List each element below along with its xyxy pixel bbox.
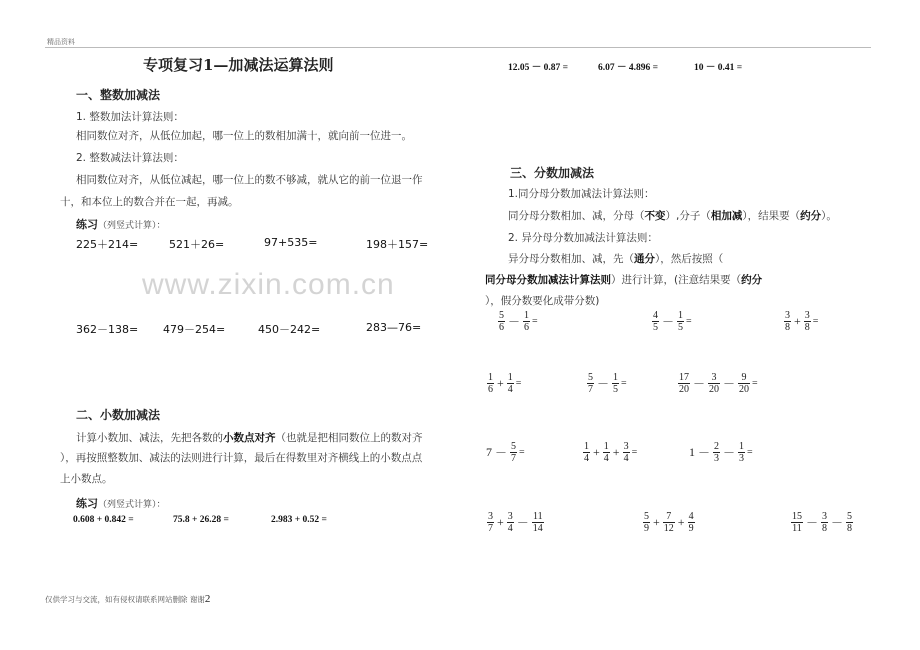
minus-sign: － bbox=[831, 516, 844, 530]
int-exercise-4: 198＋157= bbox=[366, 238, 429, 251]
denominator: 3 bbox=[714, 453, 720, 464]
numerator: 5 bbox=[499, 310, 504, 321]
numerator: 1 bbox=[678, 310, 684, 321]
fraction bbox=[612, 372, 619, 395]
denominator: 6 bbox=[499, 322, 504, 333]
practice-label: 练习 bbox=[76, 218, 98, 231]
fraction bbox=[507, 511, 514, 534]
int-exercise-2: 521＋26= bbox=[169, 238, 225, 251]
numerator: 4 bbox=[688, 511, 694, 522]
int-exercise-8: 283—76= bbox=[366, 321, 422, 334]
section2-line1-a: 计算小数加、减法，先把各数的 bbox=[76, 432, 223, 444]
minus-sign: － bbox=[806, 516, 819, 530]
int-exercise-7: 450－242= bbox=[258, 323, 321, 336]
denominator: 7 bbox=[488, 523, 493, 534]
fraction-exercise-9 bbox=[689, 441, 753, 464]
denominator: 20 bbox=[739, 384, 750, 395]
minus-sign: － bbox=[723, 377, 736, 391]
section3-rule1-title: 1.同分母分数加减法计算法则： bbox=[508, 188, 655, 200]
fraction bbox=[487, 511, 494, 534]
fraction-exercise-12 bbox=[790, 511, 854, 534]
fraction bbox=[507, 372, 514, 395]
minus-sign: － bbox=[723, 446, 736, 460]
numerator: 3 bbox=[488, 511, 493, 522]
numerator: 2 bbox=[714, 441, 720, 452]
numerator: 1 bbox=[488, 372, 493, 383]
int-exercise-6: 479－254= bbox=[163, 323, 226, 336]
section1-rule2-title: 2. 整数减法计算法则： bbox=[76, 152, 184, 164]
fraction-exercise-6 bbox=[677, 372, 758, 395]
minus-sign: － bbox=[516, 516, 529, 530]
fraction bbox=[821, 511, 828, 534]
numerator: 1 bbox=[613, 372, 619, 383]
section3-rule2-title: 2. 异分母分数加减法计算法则： bbox=[508, 232, 658, 244]
numerator: 11 bbox=[532, 511, 543, 522]
section3-rule1-text bbox=[508, 208, 837, 223]
section2-heading: 二、小数加减法 bbox=[76, 408, 161, 422]
section1-heading: 一、整数加减法 bbox=[76, 88, 161, 102]
fraction bbox=[791, 511, 803, 534]
minus-sign: － bbox=[693, 377, 706, 391]
fraction bbox=[663, 511, 675, 534]
numerator: 1 bbox=[507, 372, 513, 383]
numerator: 3 bbox=[507, 511, 513, 522]
footer-text: 仅供学习与交流，如有侵权请联系网站删除 谢谢 bbox=[45, 595, 205, 604]
fraction bbox=[532, 511, 544, 534]
denominator: 9 bbox=[688, 523, 694, 534]
fraction bbox=[498, 310, 505, 333]
equals-sign: = bbox=[752, 378, 758, 389]
denominator: 8 bbox=[804, 322, 810, 333]
key-same-denominator-rule: 同分母分数加减法计算法则 bbox=[485, 274, 611, 286]
dec-exercise-2: 75.8 + 26.28 = bbox=[173, 515, 229, 525]
denominator: 11 bbox=[792, 523, 802, 534]
fraction bbox=[603, 441, 610, 464]
numerator: 3 bbox=[785, 310, 790, 321]
section1-rule1-text: 相同数位对齐，从低位加起，哪一位上的数相加满十，就向前一位进一。 bbox=[76, 130, 412, 142]
plus-sign: + bbox=[653, 515, 660, 529]
fraction bbox=[708, 372, 720, 395]
fraction-exercise-1 bbox=[497, 310, 538, 333]
fraction bbox=[713, 441, 720, 464]
dec-exercise-5: 6.07 － 4.896 = bbox=[598, 63, 659, 73]
key-reduce: 约分 bbox=[800, 210, 822, 222]
text-seg: ），然后按照（ bbox=[655, 253, 724, 265]
fraction-exercise-4 bbox=[486, 372, 521, 395]
denominator: 4 bbox=[507, 523, 513, 534]
denominator: 8 bbox=[785, 322, 790, 333]
plus-sign: + bbox=[497, 515, 504, 529]
text-seg: ）。 bbox=[821, 210, 837, 222]
fraction bbox=[688, 511, 695, 534]
fraction bbox=[846, 511, 853, 534]
header-label: 精品资料 bbox=[47, 38, 75, 46]
denominator: 8 bbox=[822, 523, 828, 534]
practice-note: （列竖式计算）： bbox=[98, 221, 166, 231]
fraction-exercise-10 bbox=[486, 511, 545, 534]
fraction bbox=[487, 372, 494, 395]
minus-sign: － bbox=[698, 446, 711, 460]
fraction bbox=[643, 511, 650, 534]
fraction bbox=[523, 310, 530, 333]
section3-rule2-line1 bbox=[508, 251, 723, 266]
denominator: 20 bbox=[679, 384, 689, 395]
equals-sign: = bbox=[686, 316, 692, 327]
int-exercise-5: 362－138= bbox=[76, 323, 139, 336]
section2-line1 bbox=[76, 430, 423, 445]
fraction bbox=[784, 310, 791, 333]
fraction bbox=[738, 372, 750, 395]
text-seg: ）,分子（ bbox=[665, 210, 711, 222]
text-seg: 同分母分数相加、减，分母（ bbox=[508, 210, 645, 222]
minus-sign: － bbox=[508, 315, 521, 329]
minus-sign: － bbox=[495, 446, 508, 460]
text-seg: ），结果要（ bbox=[742, 210, 801, 222]
int-exercise-1: 225＋214= bbox=[76, 238, 139, 251]
page-number: 2 bbox=[204, 593, 211, 605]
denominator: 14 bbox=[532, 523, 543, 534]
dec-exercise-6: 10 － 0.41 = bbox=[694, 63, 743, 73]
equals-sign: = bbox=[812, 316, 819, 327]
dec-exercise-4: 12.05 － 0.87 = bbox=[508, 63, 569, 73]
denominator: 5 bbox=[653, 322, 658, 333]
numerator: 7 bbox=[666, 511, 672, 522]
numerator: 3 bbox=[623, 441, 629, 452]
fraction-exercise-2 bbox=[651, 310, 692, 333]
numerator: 3 bbox=[822, 511, 828, 522]
fraction bbox=[510, 441, 517, 464]
denominator: 4 bbox=[584, 453, 589, 464]
equals-sign: = bbox=[631, 447, 638, 458]
numerator: 3 bbox=[804, 310, 810, 321]
section2-key-decimal: 小数点对齐 bbox=[223, 432, 276, 444]
plus-sign: + bbox=[677, 515, 685, 529]
numerator: 5 bbox=[588, 372, 593, 383]
numerator: 5 bbox=[644, 511, 649, 522]
denominator: 6 bbox=[488, 384, 493, 395]
denominator: 8 bbox=[847, 523, 853, 534]
fraction-exercise-8 bbox=[582, 441, 637, 464]
fraction-exercise-7 bbox=[486, 441, 525, 464]
key-unchanged: 不变 bbox=[644, 210, 666, 222]
section3-rule2-line3: ），假分数要化成带分数) bbox=[485, 295, 600, 307]
fraction bbox=[678, 372, 690, 395]
denominator: 4 bbox=[507, 384, 513, 395]
denominator: 12 bbox=[663, 523, 674, 534]
whole-number: 1 bbox=[689, 445, 695, 459]
numerator: 15 bbox=[792, 511, 802, 522]
plus-sign: + bbox=[794, 314, 801, 328]
practice-note: （列竖式计算）： bbox=[98, 500, 166, 510]
watermark: www.zixin.com.cn bbox=[142, 268, 395, 301]
equals-sign: = bbox=[519, 447, 525, 458]
denominator: 6 bbox=[524, 322, 530, 333]
key-add-subtract: 相加减 bbox=[710, 210, 743, 222]
numerator: 1 bbox=[584, 441, 589, 452]
denominator: 9 bbox=[644, 523, 649, 534]
dec-exercise-1: 0.608 + 0.842 = bbox=[73, 515, 134, 525]
equals-sign: = bbox=[621, 378, 627, 389]
denominator: 4 bbox=[623, 453, 629, 464]
fraction bbox=[587, 372, 594, 395]
text-seg: 异分母分数相加、减，先（ bbox=[508, 253, 634, 265]
fraction-exercise-3 bbox=[783, 310, 818, 333]
denominator: 5 bbox=[613, 384, 619, 395]
fraction bbox=[677, 310, 684, 333]
fraction bbox=[804, 310, 811, 333]
section1-rule2-line2: 十，和本位上的数合并在一起，再减。 bbox=[60, 196, 239, 208]
numerator: 1 bbox=[603, 441, 609, 452]
page-title: 专项复习1—加减法运算法则 bbox=[143, 56, 334, 74]
text-seg: ）进行计算，(注意结果要（ bbox=[611, 274, 742, 286]
minus-sign: － bbox=[597, 377, 610, 391]
numerator: 17 bbox=[679, 372, 689, 383]
numerator: 5 bbox=[847, 511, 853, 522]
section2-line3: 上小数点。 bbox=[60, 473, 113, 485]
fraction bbox=[738, 441, 745, 464]
section1-rule2-line1: 相同数位对齐，从低位减起，哪一位上的数不够减，就从它的前一位退一作 bbox=[76, 174, 423, 186]
key-common-denominator: 通分 bbox=[634, 253, 655, 265]
practice-label: 练习 bbox=[76, 497, 98, 510]
denominator: 3 bbox=[739, 453, 745, 464]
header-divider bbox=[45, 47, 871, 48]
fraction bbox=[652, 310, 659, 333]
numerator: 3 bbox=[711, 372, 717, 383]
plus-sign: + bbox=[612, 445, 620, 459]
equals-sign: = bbox=[532, 316, 538, 327]
plus-sign: + bbox=[593, 445, 600, 459]
section3-rule2-line2 bbox=[485, 272, 762, 287]
key-reduce: 约分 bbox=[741, 274, 763, 286]
numerator: 9 bbox=[741, 372, 747, 383]
denominator: 4 bbox=[603, 453, 609, 464]
numerator: 5 bbox=[511, 441, 517, 452]
section2-line2: ），再按照整数加、减法的法则进行计算，最后在得数里对齐横线上的小数点点 bbox=[60, 452, 423, 464]
numerator: 4 bbox=[653, 310, 658, 321]
fraction bbox=[583, 441, 590, 464]
section1-practice bbox=[76, 213, 166, 232]
section2-line1-c: （也就是把相同数位上的数对齐 bbox=[275, 432, 423, 444]
fraction-exercise-5 bbox=[586, 372, 627, 395]
equals-sign: = bbox=[515, 378, 522, 389]
fraction-exercise-11 bbox=[642, 511, 696, 534]
denominator: 7 bbox=[588, 384, 593, 395]
denominator: 7 bbox=[511, 453, 517, 464]
dec-exercise-3: 2.983 + 0.52 = bbox=[271, 515, 327, 525]
plus-sign: + bbox=[497, 376, 504, 390]
minus-sign: － bbox=[662, 315, 675, 329]
denominator: 5 bbox=[678, 322, 684, 333]
footer bbox=[45, 593, 210, 605]
section1-rule1-title: 1. 整数加法计算法则： bbox=[76, 111, 184, 123]
numerator: 1 bbox=[739, 441, 745, 452]
numerator: 1 bbox=[524, 310, 530, 321]
int-exercise-3: 97+535= bbox=[264, 236, 318, 249]
section3-heading: 三、分数加减法 bbox=[510, 166, 595, 180]
denominator: 20 bbox=[709, 384, 720, 395]
whole-number: 7 bbox=[486, 445, 492, 459]
section2-practice bbox=[76, 492, 166, 511]
fraction bbox=[623, 441, 630, 464]
equals-sign: = bbox=[747, 447, 753, 458]
